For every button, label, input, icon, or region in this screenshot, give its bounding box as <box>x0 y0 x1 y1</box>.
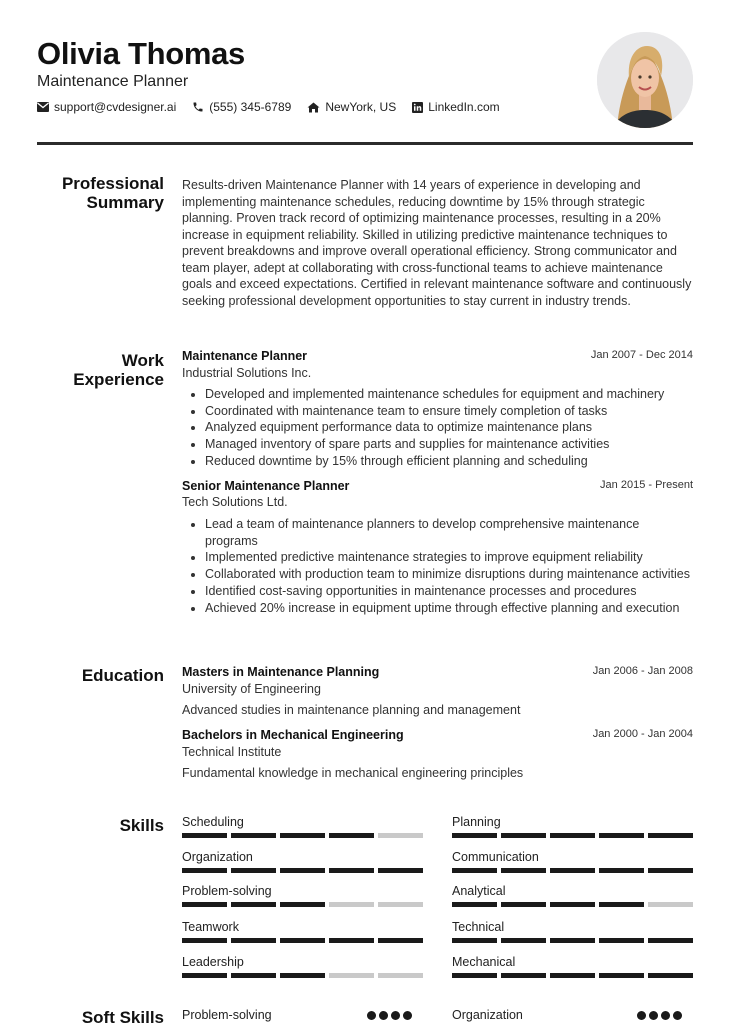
job-dates: Jan 2015 - Present <box>600 479 693 491</box>
skill-label: Planning <box>452 815 501 829</box>
list-item: Achieved 20% increase in equipment uptime through effective planning and execution <box>182 600 692 617</box>
skill-segment-empty <box>378 973 423 978</box>
skill-segment-filled <box>550 833 595 838</box>
skill-item <box>182 884 423 907</box>
list-item: Collaborated with production team to minimize disruptions during maintenance activities <box>182 566 692 583</box>
skill-segment-filled <box>599 938 644 943</box>
skill-segment-filled <box>231 938 276 943</box>
skill-segment-filled <box>182 973 227 978</box>
skill-segment-empty <box>378 833 423 838</box>
skill-segment-filled <box>329 833 374 838</box>
rating-dot <box>649 1011 658 1020</box>
education-dates: Jan 2006 - Jan 2008 <box>592 665 693 677</box>
skill-segment-filled <box>280 973 325 978</box>
degree-title: Bachelors in Mechanical Engineering <box>182 728 404 742</box>
contact-phone[interactable] <box>192 100 291 114</box>
skill-segment-filled <box>452 868 497 873</box>
skill-segment-filled <box>648 868 693 873</box>
skill-segment-filled <box>231 902 276 907</box>
education-dates: Jan 2000 - Jan 2004 <box>592 728 693 740</box>
skill-item <box>452 815 693 838</box>
skill-segment-filled <box>280 902 325 907</box>
skill-item <box>182 955 423 978</box>
rating-dot <box>379 1011 388 1020</box>
skill-label: Technical <box>452 920 505 934</box>
education-description: Advanced studies in maintenance planning and management <box>182 703 521 717</box>
skill-segment-empty <box>648 902 693 907</box>
skill-segment-filled <box>182 868 227 873</box>
skill-segment-filled <box>550 868 595 873</box>
list-item: Lead a team of maintenance planners to develop comprehensive maintenance programs <box>182 516 692 549</box>
skill-level-bar <box>452 938 693 943</box>
job-company: Industrial Solutions Inc. <box>182 366 312 380</box>
skill-level-bar <box>182 833 423 838</box>
candidate-name: Olivia Thomas <box>37 36 245 71</box>
skill-segment-filled <box>599 902 644 907</box>
skill-item <box>452 850 693 873</box>
skill-level-bar <box>452 833 693 838</box>
skill-segment-filled <box>599 833 644 838</box>
list-item: Identified cost-saving opportunities in maintenance processes and procedures <box>182 583 692 600</box>
skill-level-bar <box>452 973 693 978</box>
envelope-icon <box>37 102 49 112</box>
skill-label: Mechanical <box>452 955 516 969</box>
soft-skill-item <box>452 1008 682 1022</box>
location-text: NewYork, US <box>325 100 397 114</box>
skill-label: Problem-solving <box>182 884 272 898</box>
rating-dot <box>367 1011 376 1020</box>
experience-heading: Work Experience <box>73 351 164 389</box>
list-item: Analyzed equipment performance data to optimize maintenance plans <box>182 419 692 436</box>
degree-title: Masters in Maintenance Planning <box>182 665 380 679</box>
rating-dot <box>637 1011 646 1020</box>
job-bullets <box>182 386 692 470</box>
skill-item <box>452 955 693 978</box>
list-item: Developed and implemented maintenance schedules for equipment and machinery <box>182 386 692 403</box>
soft-skill-label: Problem-solving <box>182 1008 272 1022</box>
skill-segment-filled <box>648 973 693 978</box>
rating-dot <box>661 1011 670 1020</box>
skill-level-bar <box>182 868 423 873</box>
school-name: Technical Institute <box>182 745 282 759</box>
skill-segment-filled <box>182 902 227 907</box>
skill-segment-filled <box>452 902 497 907</box>
skill-segment-filled <box>378 868 423 873</box>
skill-segment-filled <box>550 902 595 907</box>
education-description: Fundamental knowledge in mechanical engineering principles <box>182 766 524 780</box>
skill-segment-filled <box>182 938 227 943</box>
skill-level-bar <box>182 973 423 978</box>
list-item: Managed inventory of spare parts and supplies for maintenance activities <box>182 436 692 453</box>
soft-skill-item <box>182 1008 412 1022</box>
school-name: University of Engineering <box>182 682 321 696</box>
skill-segment-filled <box>280 938 325 943</box>
skill-segment-filled <box>501 833 546 838</box>
contact-email[interactable] <box>37 100 176 114</box>
skill-label: Teamwork <box>182 920 239 934</box>
skill-segment-empty <box>378 902 423 907</box>
skill-item <box>182 920 423 943</box>
skill-segment-filled <box>550 938 595 943</box>
skill-level-bar <box>182 938 423 943</box>
rating-dot <box>391 1011 400 1020</box>
skill-segment-filled <box>648 938 693 943</box>
skill-segment-filled <box>452 833 497 838</box>
profile-photo <box>597 32 693 128</box>
candidate-title: Maintenance Planner <box>37 73 189 90</box>
job-dates: Jan 2007 - Dec 2014 <box>590 349 693 361</box>
linkedin-text: LinkedIn.com <box>428 100 500 114</box>
skill-segment-filled <box>378 938 423 943</box>
skill-segment-filled <box>599 868 644 873</box>
job-title: Maintenance Planner <box>182 349 308 363</box>
skill-segment-filled <box>182 833 227 838</box>
rating-dot <box>673 1011 682 1020</box>
job-company: Tech Solutions Ltd. <box>182 495 288 509</box>
skill-label: Organization <box>182 850 253 864</box>
skill-segment-filled <box>452 973 497 978</box>
skill-segment-filled <box>501 868 546 873</box>
contact-location <box>307 100 396 114</box>
skill-segment-filled <box>599 973 644 978</box>
rating-dot <box>403 1011 412 1020</box>
contact-linkedin[interactable] <box>412 100 499 114</box>
skill-segment-filled <box>501 902 546 907</box>
list-item: Implemented predictive maintenance strategies to improve equipment reliability <box>182 549 692 566</box>
skill-label: Communication <box>452 850 539 864</box>
skill-item <box>452 884 693 907</box>
skill-label: Scheduling <box>182 815 244 829</box>
linkedin-icon <box>412 102 423 113</box>
skill-segment-filled <box>501 938 546 943</box>
skills-heading: Skills <box>119 816 164 835</box>
skill-level-bar <box>452 868 693 873</box>
skill-segment-filled <box>329 868 374 873</box>
soft-skills-heading: Soft Skills <box>81 1008 164 1027</box>
list-item: Coordinated with maintenance team to ensure timely completion of tasks <box>182 403 692 420</box>
skill-level-bar <box>182 902 423 907</box>
skill-segment-filled <box>501 973 546 978</box>
skill-segment-filled <box>550 973 595 978</box>
skill-segment-filled <box>280 833 325 838</box>
phone-text: (555) 345-6789 <box>209 100 292 114</box>
skill-segment-empty <box>329 973 374 978</box>
skill-segment-filled <box>231 973 276 978</box>
soft-skill-dots <box>637 1011 682 1020</box>
email-text: support@cvdesigner.ai <box>54 100 177 114</box>
soft-skill-dots <box>367 1011 412 1020</box>
skill-segment-filled <box>452 938 497 943</box>
skill-item <box>182 850 423 873</box>
summary-text: Results-driven Maintenance Planner with 14 years of experience in developing and implementing maintenance schedules, reducing downtime by 15% through strategic planning. Proven track record of optimizing maintenance processes, resulting in a 20% increase in equipment reliability. Skilled in utilizing predictive maintenance techniques to prevent breakdowns and improve overall operational efficiency. Strong communicator and team player, adept at collaborating with cross-functional teams to achieve maintenance goals and exceed expectations. Certified in relevant maintenance software and continuously seeking professional development opportunities to stay current in industry trends. <box>182 178 692 308</box>
header-divider <box>37 142 693 145</box>
skill-segment-filled <box>648 833 693 838</box>
education-heading: Education <box>81 666 164 685</box>
job-bullets <box>182 516 692 616</box>
skill-item <box>182 815 423 838</box>
skill-level-bar <box>452 902 693 907</box>
skill-segment-filled <box>231 868 276 873</box>
skill-label: Analytical <box>452 884 506 898</box>
skill-label: Leadership <box>182 955 244 969</box>
soft-skill-label: Organization <box>452 1008 523 1022</box>
contact-bar <box>37 100 500 114</box>
phone-icon <box>192 101 204 113</box>
skill-segment-filled <box>280 868 325 873</box>
job-title: Senior Maintenance Planner <box>182 479 350 493</box>
skill-segment-empty <box>329 902 374 907</box>
summary-heading: Professional Summary <box>61 174 164 212</box>
skill-item <box>452 920 693 943</box>
list-item: Reduced downtime by 15% through efficient planning and scheduling <box>182 453 692 470</box>
home-icon <box>307 102 320 113</box>
skill-segment-filled <box>329 938 374 943</box>
skill-segment-filled <box>231 833 276 838</box>
